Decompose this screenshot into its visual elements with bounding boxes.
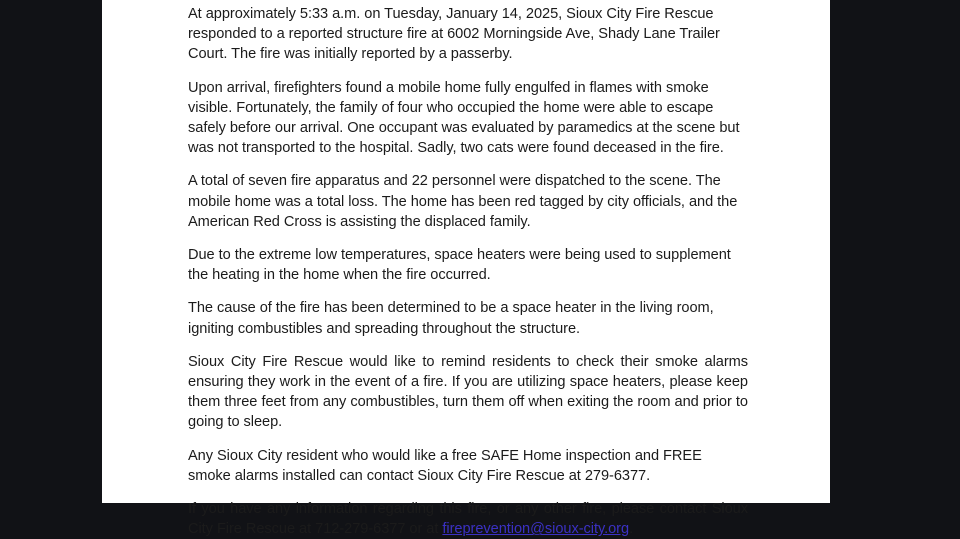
letterbox-left (0, 0, 102, 503)
paragraph-response-resources: A total of seven fire apparatus and 22 personnel were dispatched to the scene. The mobile home was a total loss. The home has been red tagged by city officials, and the American Red Cross is assisting the displaced family. (188, 173, 738, 230)
paragraph-contact-info (188, 499, 748, 539)
contact-text-after-link: . (629, 521, 634, 538)
paragraph-arrival-findings: Upon arrival, firefighters found a mobile home fully engulfed in flames with smoke visible. Fortunately, the family of four who occupied the home were able to escape safely before our arrival. One occupant was evaluated by paramedics at the scene but was not transported to the hospital. Sadly, two cats were found deceased in the fire. (188, 79, 740, 157)
paragraph-incident-summary: At approximately 5:33 a.m. on Tuesday, January 14, 2025, Sioux City Fire Rescue responded to a reported structure fire at 6002 Morningside Ave, Shady Lane Trailer Court. The fire was initially reported by a passerby. (188, 6, 720, 63)
contact-text-before-link: If you have any information regarding this fire, or any other fire, please contact Sioux City Fire Rescue at 712-279-6377 or at (188, 501, 748, 538)
document-page (102, 0, 830, 538)
paragraph-weather-context: Due to the extreme low temperatures, space heaters were being used to supplement the heating in the home when the fire occurred. (188, 247, 731, 284)
paragraph-safety-reminder: Sioux City Fire Rescue would like to remind residents to check their smoke alarms ensuring they work in the event of a fire. If you are utilizing space heaters, please keep them three feet from any combustibles, turn them off when exiting the room and prior to going to sleep. (188, 353, 748, 431)
email-link[interactable]: fireprevention@sioux-city.org (442, 521, 630, 538)
letterbox-right (830, 0, 960, 503)
paragraph-safe-home-offer: Any Sioux City resident who would like a free SAFE Home inspection and FREE smoke alarms installed can contact Sioux City Fire Rescue at 279-6377. (188, 447, 702, 484)
paragraph-cause-determination: The cause of the fire has been determined to be a space heater in the living room, igniting combustibles and spreading throughout the structure. (188, 300, 714, 337)
document-text-body (188, 4, 748, 539)
